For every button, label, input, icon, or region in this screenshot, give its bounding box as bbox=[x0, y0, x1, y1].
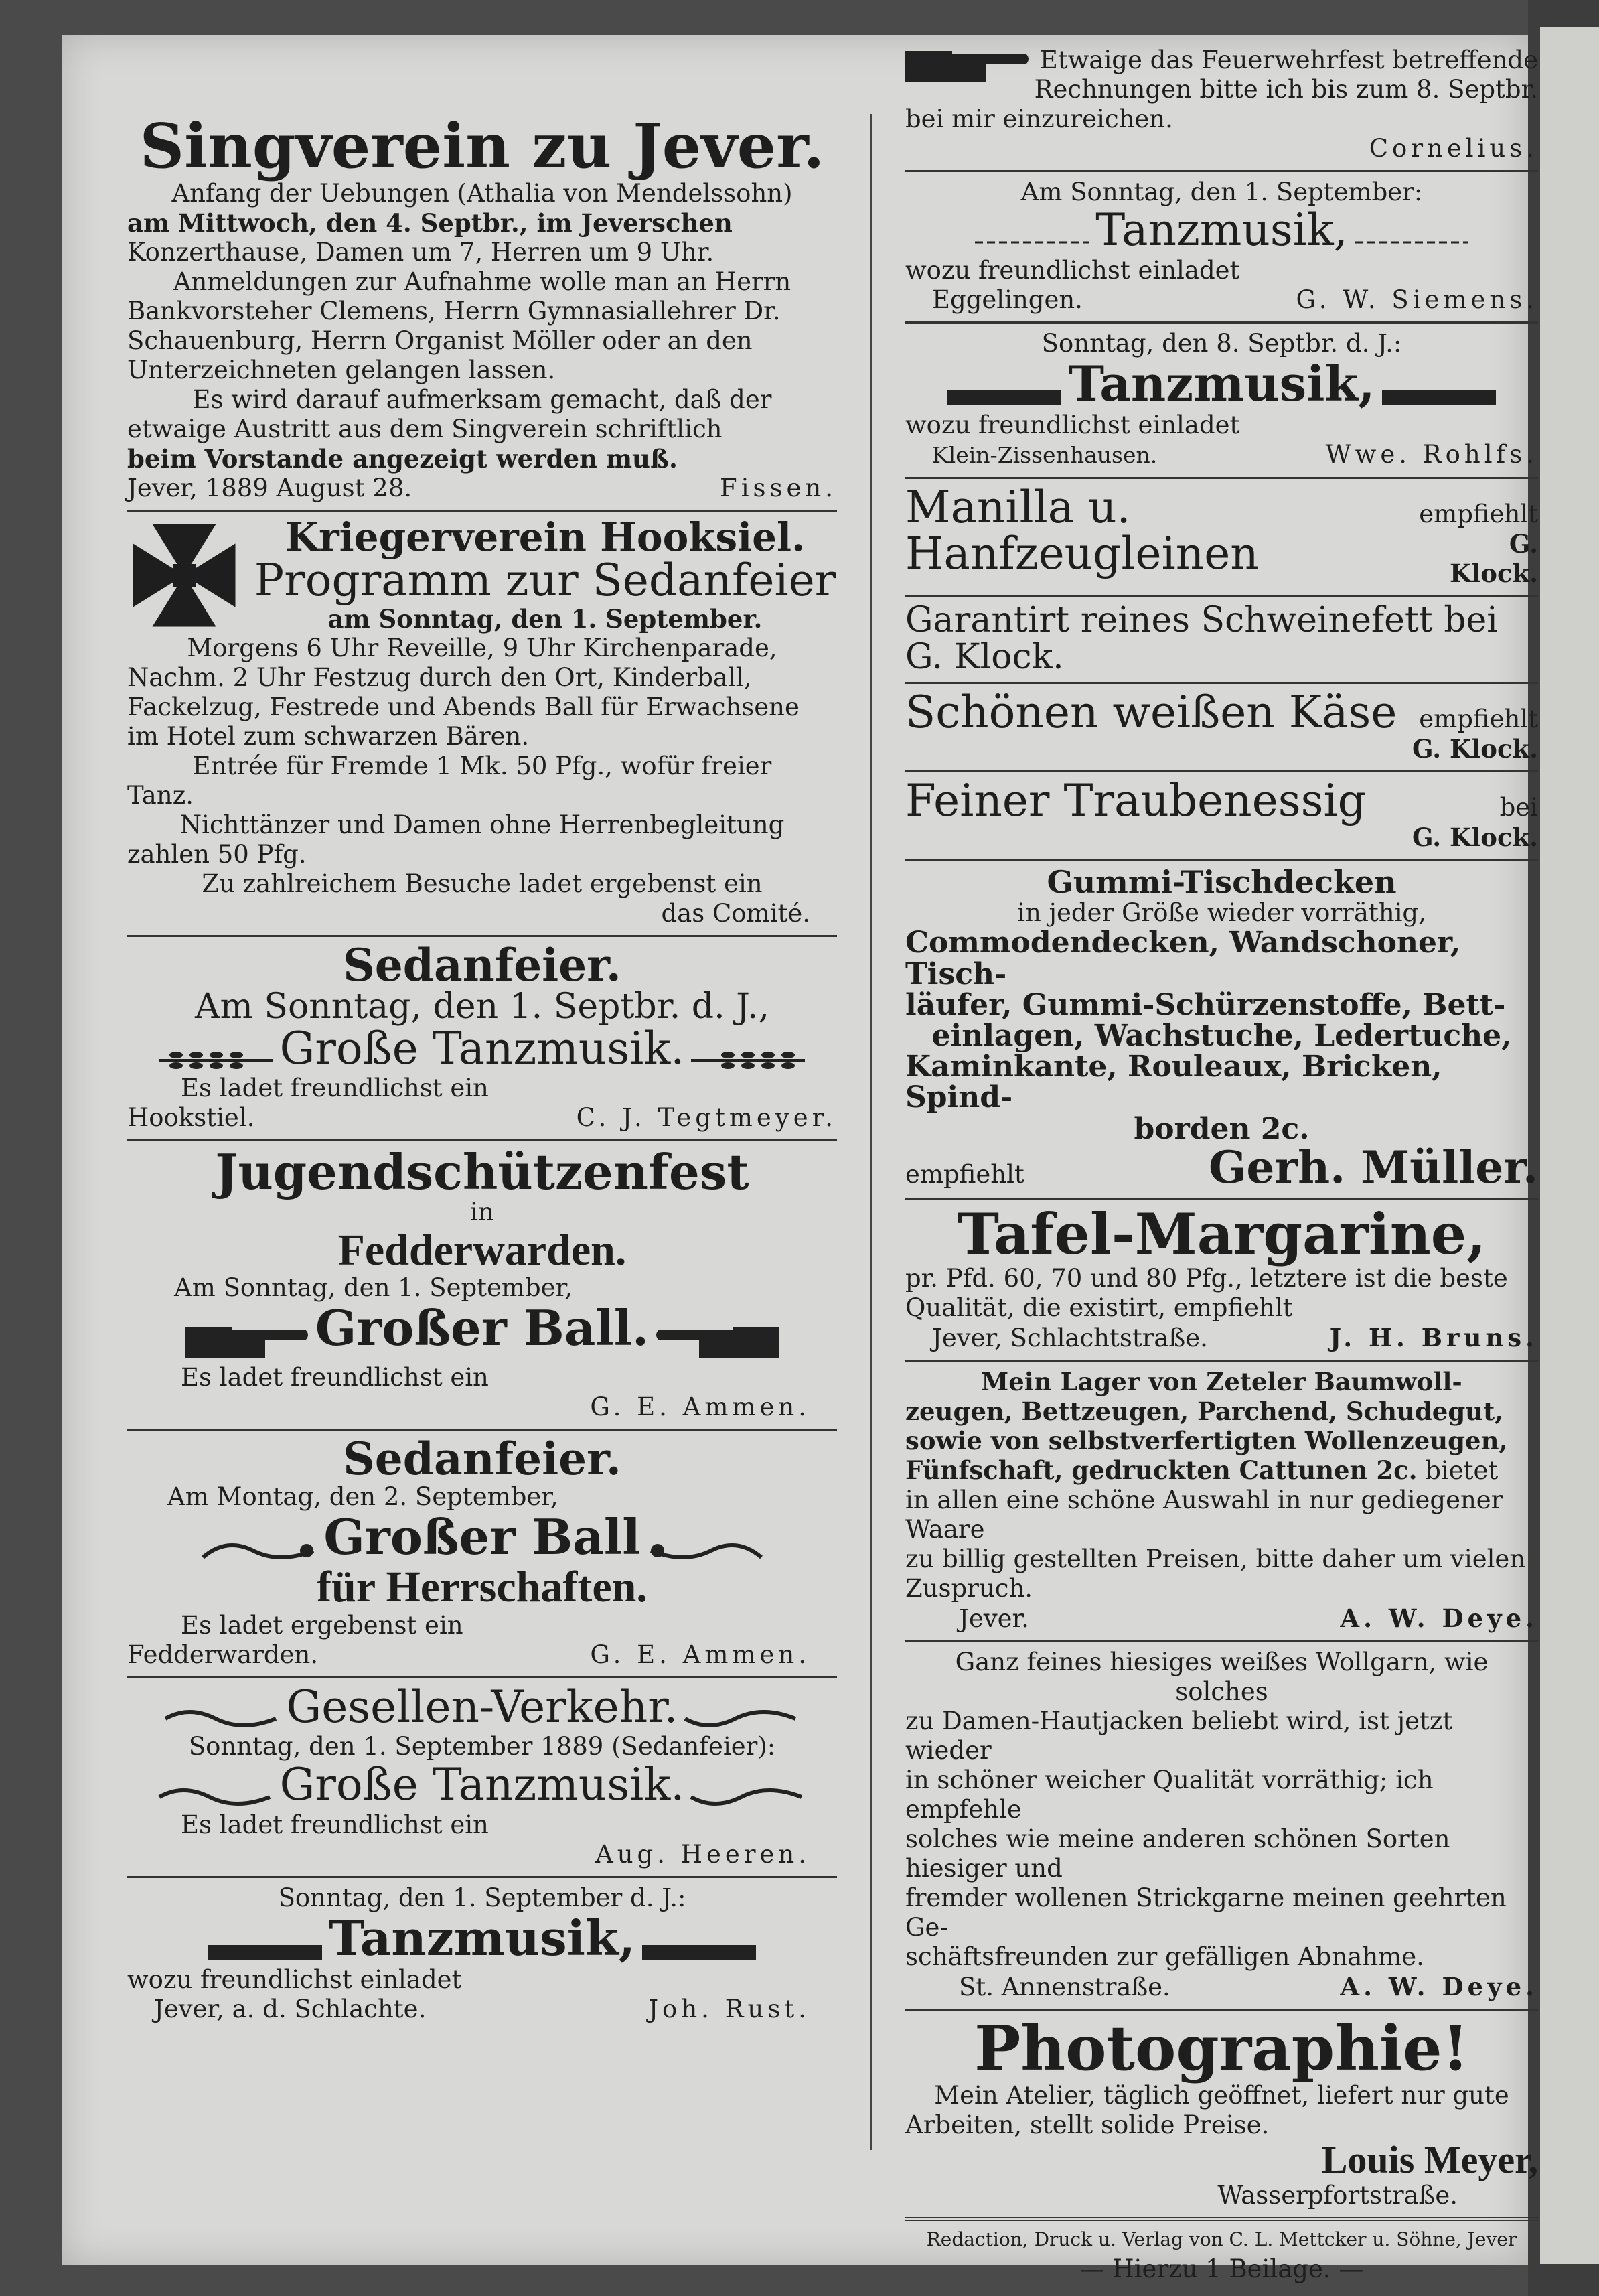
ad-text: empfiehlt bbox=[1419, 705, 1538, 734]
ad-kriegerverein bbox=[127, 512, 837, 937]
ad-sedan-fedderwarden bbox=[127, 1431, 837, 1678]
ad-mueller bbox=[905, 861, 1538, 1200]
ad-deye-wool bbox=[905, 1642, 1538, 2011]
ad-singverein bbox=[127, 74, 837, 512]
ad-place: Jever, Schlachtstraße. bbox=[932, 1323, 1208, 1353]
ad-text: Morgens 6 Uhr Reveille, 9 Uhr Kirchenparade, bbox=[187, 633, 777, 662]
ad-place: Wasserpfortstraße. bbox=[1217, 2180, 1458, 2210]
ad-text: empfiehlt bbox=[905, 1159, 1024, 1189]
ad-place: Fedderwarden. bbox=[127, 1640, 319, 1669]
scroll-ornament-icon bbox=[639, 1938, 759, 1965]
ad-text: schäftsfreunden zur gefälligen Abnahme. bbox=[905, 1942, 1424, 1972]
ad-text: wozu freundlichst einladet bbox=[905, 255, 1240, 285]
ad-text: in schöner weicher Qualität vorräthig; ich empfehle bbox=[905, 1766, 1434, 1824]
ad-signer: Louis Meyer, bbox=[1321, 2137, 1538, 2181]
scroll-ornament-icon bbox=[644, 1537, 765, 1564]
ad-signer: G. W. Siemens. bbox=[1296, 285, 1538, 314]
imprint-line: Redaction, Druck u. Verlag von C. L. Mettcker u. Söhne, Jever bbox=[926, 2228, 1517, 2250]
ad-subtitle: Programm zur Sedanfeier bbox=[254, 555, 836, 607]
ad-signer: Aug. Heeren. bbox=[595, 1839, 810, 1869]
ad-date: Sonntag, den 1. September d. J.: bbox=[278, 1883, 686, 1912]
scroll-ornament-icon bbox=[682, 1705, 802, 1732]
ad-place: Hookstiel. bbox=[127, 1103, 255, 1133]
ad-title: Gummi-Tischdecken bbox=[1047, 864, 1397, 901]
scroll-ornament-icon bbox=[688, 1784, 808, 1810]
ad-text: zeugen, Bettzeugen, Parchend, Schudegut, bbox=[905, 1396, 1504, 1427]
ad-text: pr. Pfd. 60, 70 und 80 Pfg., letztere ist die beste bbox=[905, 1264, 1508, 1293]
ad-rust bbox=[127, 1878, 837, 2031]
ad-headline: für Herrschaften. bbox=[317, 1563, 648, 1612]
ad-place: St. Annenstraße. bbox=[959, 1972, 1170, 2002]
ad-text: in bbox=[470, 1197, 494, 1226]
ad-gesellen-verkehr bbox=[127, 1678, 837, 1878]
ad-title: Sedanfeier. bbox=[343, 1432, 621, 1485]
ad-place: Jever, a. d. Schlachte. bbox=[154, 1995, 427, 2024]
ad-text: Ganz feines hiesiges weißes Wollgarn, wie solches bbox=[955, 1648, 1489, 1707]
pointing-hand-right-icon bbox=[185, 1321, 312, 1363]
supplement-note: — Hierzu 1 Beilage. — bbox=[1079, 2254, 1364, 2283]
ad-date: Am Sonntag, den 1. September, bbox=[174, 1273, 573, 1303]
ad-headline: Tanzmusik, bbox=[1068, 354, 1375, 412]
ad-signer: Cornelius. bbox=[1369, 134, 1538, 163]
ad-text: wozu freundlichst einladet bbox=[905, 411, 1240, 439]
ad-signer: Wwe. Rohlfs. bbox=[1325, 440, 1538, 469]
pointing-hand-right-icon bbox=[905, 46, 1033, 87]
ad-text: in jeder Größe wieder vorräthig, bbox=[1017, 898, 1426, 928]
ad-sedan-hooksiel bbox=[127, 937, 837, 1141]
ad-signer: Fissen. bbox=[720, 473, 837, 502]
ad-place-date: Jever, 1889 August 28. bbox=[127, 473, 412, 502]
pointing-hand-left-icon bbox=[652, 1321, 779, 1363]
ad-text: Qualität, die existirt, empfiehlt bbox=[905, 1293, 1293, 1323]
ad-text: Fackelzug, Festrede und Abends Ball für Erwachsene bbox=[127, 692, 800, 721]
ad-place: Jever. bbox=[959, 1604, 1029, 1634]
ad-text: bei mir einzureichen. bbox=[905, 104, 1173, 133]
ad-text: im Hotel zum schwarzen Bären. bbox=[127, 721, 530, 751]
ad-text: Mein Atelier, täglich geöffnet, liefert nur gute bbox=[934, 2080, 1509, 2110]
ad-text: Zu zahlreichem Besuche ladet ergebenst ein bbox=[202, 869, 763, 898]
ad-text: Rechnungen bitte ich bis zum 8. Septbr. bbox=[1034, 75, 1538, 104]
ad-text: Fünfschaft, gedruckten Cattunen 2c. bbox=[905, 1455, 1418, 1486]
ad-title: Photographie! bbox=[974, 2012, 1469, 2085]
ad-date: Am Sonntag, den 1. September: bbox=[1020, 177, 1423, 206]
ad-text: Nichttänzer und Damen ohne Herrenbegleitung bbox=[179, 810, 785, 839]
ad-signer: J. H. Bruns. bbox=[1329, 1323, 1538, 1353]
laurel-ornament-icon bbox=[156, 1047, 277, 1074]
ad-title: Tafel-Margarine, bbox=[957, 1201, 1487, 1268]
ad-text: zahlen 50 Pfg. bbox=[127, 839, 307, 869]
ad-headline: Große Tanzmusik. bbox=[279, 1022, 685, 1074]
ad-text: am Mittwoch, den 4. Septbr., im Jeverschen bbox=[127, 208, 733, 238]
iron-cross-icon bbox=[127, 518, 241, 632]
ad-text: Es ladet ergebenst ein bbox=[181, 1610, 463, 1640]
ad-date: Sonntag, den 8. Septbr. d. J.: bbox=[1041, 328, 1402, 358]
scroll-ornament-icon bbox=[1351, 229, 1472, 256]
ad-text: bei bbox=[1499, 793, 1538, 822]
ad-headline: Manilla u. Hanfzeugleinen bbox=[905, 482, 1259, 580]
ad-text: borden 2c. bbox=[1134, 1111, 1310, 1146]
ad-text: empfiehlt bbox=[1419, 500, 1538, 528]
ad-text: Arbeiten, stellt solide Preise. bbox=[905, 2110, 1270, 2139]
ad-signer: G. Klock. bbox=[1450, 529, 1538, 588]
ad-date: am Sonntag, den 1. September. bbox=[327, 603, 763, 634]
ad-date: Am Sonntag, den 1. Septbr. d. J., bbox=[194, 987, 770, 1027]
ad-signer: G. E. Ammen. bbox=[590, 1392, 810, 1421]
ad-feuerwehr bbox=[905, 40, 1538, 172]
ad-headline: Schönen weißen Käse bbox=[905, 687, 1397, 739]
ad-text: Es ladet freundlichst ein bbox=[181, 1362, 489, 1392]
ad-klock-4 bbox=[905, 772, 1538, 861]
scroll-ornament-icon bbox=[944, 384, 1065, 411]
ad-text: Kaminkante, Rouleaux, Bricken, Spind- bbox=[905, 1050, 1442, 1115]
ad-text: Mein Lager von Zeteler Baumwoll- bbox=[981, 1367, 1462, 1397]
ad-text: fremder wollenen Strickgarne meinen geehrten Ge- bbox=[905, 1883, 1507, 1942]
ad-text: Konzerthause, Damen um 7, Herren um 9 Uhr. bbox=[127, 237, 714, 267]
ad-place: Eggelingen. bbox=[932, 285, 1083, 314]
ad-text: Entrée für Fremde 1 Mk. 50 Pfg., wofür freier bbox=[192, 751, 772, 780]
ad-klock-1 bbox=[905, 479, 1538, 597]
ad-klock-2 bbox=[905, 597, 1538, 684]
ad-text: zu Damen-Hautjacken beliebt wird, ist jetzt wieder bbox=[905, 1707, 1453, 1766]
ad-date: Am Montag, den 2. September, bbox=[167, 1482, 558, 1511]
ad-signer: Gerh. Müller. bbox=[1209, 1141, 1538, 1194]
ad-headline: Tanzmusik, bbox=[329, 1909, 635, 1966]
right-column bbox=[905, 40, 1538, 2284]
ad-klock-3 bbox=[905, 684, 1538, 772]
ad-date: Sonntag, den 1. September 1889 (Sedanfeier): bbox=[188, 1732, 776, 1762]
ad-title: Singverein zu Jever. bbox=[139, 110, 825, 182]
ad-headline: Großer Ball bbox=[323, 1508, 641, 1565]
ad-headline: Feiner Traubenessig bbox=[905, 775, 1366, 827]
ad-text: einlagen, Wachstuche, Ledertuche, bbox=[931, 1019, 1512, 1054]
ad-jugendschuetzenfest bbox=[127, 1141, 837, 1430]
ad-bruns bbox=[905, 1200, 1538, 1362]
ad-signer: G. E. Ammen. bbox=[590, 1640, 810, 1669]
ad-text: läufer, Gummi-Schürzenstoffe, Bett- bbox=[905, 987, 1506, 1022]
ad-rohlfs bbox=[905, 324, 1538, 480]
ad-deye-cotton bbox=[905, 1362, 1538, 1642]
ad-headline: Großer Ball. bbox=[315, 1299, 650, 1357]
ad-title: Sedanfeier. bbox=[343, 938, 621, 991]
ad-text: solches wie meine anderen schönen Sorten hiesiger und bbox=[905, 1824, 1450, 1883]
ad-title: Jugendschützenfest bbox=[215, 1143, 749, 1201]
ad-signer: G. Klock. bbox=[1412, 822, 1538, 853]
ad-place: Klein-Zissenhausen. bbox=[932, 442, 1158, 468]
scroll-ornament-icon bbox=[1379, 384, 1499, 411]
column-divider bbox=[870, 114, 872, 2150]
ad-headline: Tanzmusik, bbox=[1095, 204, 1348, 256]
left-column bbox=[127, 74, 837, 2031]
ad-title: Kriegerverein Hooksiel. bbox=[285, 514, 806, 560]
ad-text: Es wird darauf aufmerksam gemacht, daß der bbox=[192, 384, 772, 414]
ad-place-title: Fedderwarden. bbox=[337, 1225, 627, 1275]
ad-headline: Große Tanzmusik. bbox=[279, 1759, 685, 1811]
ad-signer: G. Klock. bbox=[1412, 734, 1538, 764]
ad-text: in allen eine schöne Auswahl in nur gediegener Waare bbox=[905, 1486, 1503, 1545]
laurel-ornament-icon bbox=[688, 1047, 808, 1074]
ad-text: Etwaige das Feuerwehrfest betreffende bbox=[1039, 46, 1538, 74]
ad-photographie bbox=[905, 2011, 1538, 2220]
ad-text: etwaige Austritt aus dem Singverein schriftlich bbox=[127, 414, 722, 443]
scroll-ornament-icon bbox=[162, 1705, 283, 1732]
ad-text: Anfang der Uebungen (Athalia von Mendelssohn) bbox=[171, 178, 793, 208]
ad-text: Unterzeichneten gelangen lassen. bbox=[127, 355, 556, 384]
ad-text: Es ladet freundlichst ein bbox=[181, 1074, 489, 1103]
scroll-ornament-icon bbox=[205, 1938, 325, 1965]
ad-headline: Garantirt reines Schweinefett bei G. Klock. bbox=[905, 600, 1498, 677]
ad-text: Anmeldungen zur Aufnahme wolle man an Herrn bbox=[173, 267, 791, 296]
ad-text: bietet bbox=[1425, 1456, 1499, 1486]
ad-signer: A. W. Deye. bbox=[1340, 1972, 1538, 2002]
ad-text: Bankvorsteher Clemens, Herrn Gymnasiallehrer Dr. bbox=[127, 296, 781, 326]
ad-text: Tanz. bbox=[127, 780, 194, 810]
ad-text: Schauenburg, Herrn Organist Möller oder an den bbox=[127, 326, 753, 355]
ad-text: Zuspruch. bbox=[905, 1574, 1033, 1603]
scroll-ornament-icon bbox=[972, 229, 1092, 256]
ad-siemens bbox=[905, 172, 1538, 324]
ad-text: beim Vorstande angezeigt werden muß. bbox=[127, 443, 678, 474]
ad-signer: C. J. Tegtmeyer. bbox=[576, 1103, 837, 1133]
next-page-edge bbox=[1540, 27, 1599, 2264]
ad-signer: A. W. Deye. bbox=[1340, 1603, 1538, 1634]
ad-signer: Joh. Rust. bbox=[648, 1995, 810, 2024]
ad-text: zu billig gestellten Preisen, bitte daher um vielen bbox=[905, 1545, 1526, 1574]
scroll-ornament-icon bbox=[200, 1537, 320, 1564]
scroll-ornament-icon bbox=[156, 1784, 277, 1810]
ad-text: Nachm. 2 Uhr Festzug durch den Ort, Kinderball, bbox=[127, 662, 752, 692]
ad-text: Es ladet freundlichst ein bbox=[181, 1810, 489, 1839]
ad-title: Gesellen-Verkehr. bbox=[286, 1680, 678, 1733]
ad-text: sowie von selbstverfertigten Wollenzeugen, bbox=[905, 1426, 1508, 1456]
ad-text: Commodendecken, Wandschoner, Tisch- bbox=[905, 926, 1461, 991]
ad-signer: das Comité. bbox=[661, 898, 810, 928]
ad-text: wozu freundlichst einladet bbox=[127, 1965, 462, 1995]
